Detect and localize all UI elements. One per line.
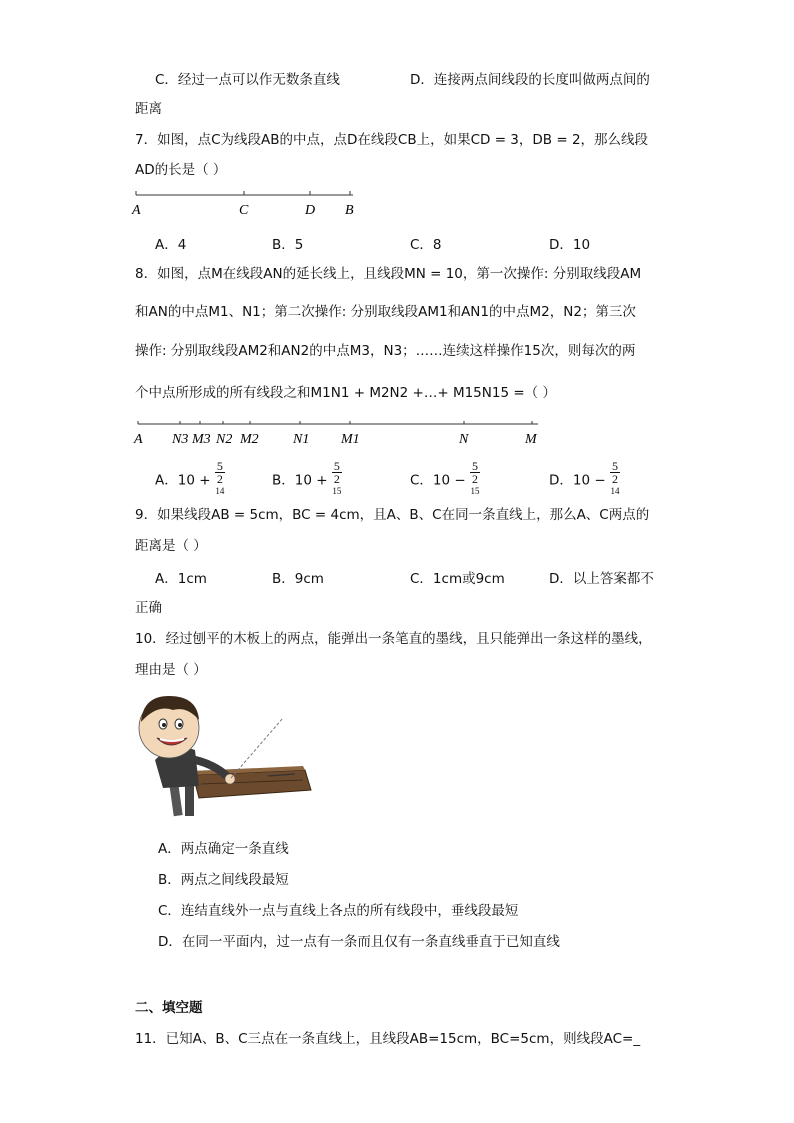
q9-stem-line1: 9．如果线段AB = 5cm，BC = 4cm，且A、B、C在同一条直线上，那么A、C两点的 — [135, 507, 650, 523]
q7-stem-line1: 7．如图，点C为线段AB的中点，点D在线段CB上，如果CD = 3，DB = 2，那么线段 — [135, 132, 649, 148]
q8-label-n1: N1 — [293, 432, 310, 447]
q7-label-a: A — [132, 203, 141, 218]
q9-stem-line2: 距离是（ ） — [135, 538, 207, 554]
q7-label-c: C — [239, 203, 249, 218]
q9-option-c: C．1cm或9cm — [410, 571, 505, 587]
q7-label-d: D — [305, 203, 316, 218]
q8-stem-line1: 8．如图，点M在线段AN的延长线上，且线段MN = 10，第一次操作: 分别取线段AM — [135, 266, 642, 282]
q6-option-c: C．经过一点可以作无数条直线 — [155, 72, 340, 88]
q10-option-c: C．连结直线外一点与直线上各点的所有线段中，垂线段最短 — [158, 903, 519, 919]
q7-label-b: B — [345, 203, 354, 218]
q10-stem-line2: 理由是（ ） — [135, 662, 207, 678]
q6-option-d: D．连接两点间线段的长度叫做两点间的 — [410, 72, 650, 88]
q6-option-d-cont: 距离 — [135, 101, 162, 117]
q8-label-n3: N3 — [172, 432, 189, 447]
q9-option-d-cont: 正确 — [135, 600, 162, 616]
section-title: 二、填空题 — [135, 1000, 203, 1016]
q7-stem-line2: AD的长是（ ） — [135, 162, 227, 178]
q8-label-m1: M1 — [341, 432, 360, 447]
q7-option-d: D．10 — [549, 237, 591, 253]
q7-figure — [128, 188, 368, 220]
q8-label-m: M — [525, 432, 537, 447]
q8-label-n: N — [459, 432, 469, 447]
q7-option-c: C．8 — [410, 237, 442, 253]
q8-stem-line3: 操作: 分别取线段AM2和AN2的中点M3，N3；……连续这样操作15次，则每次的两 — [135, 343, 636, 359]
q8-stem-line4: 个中点所形成的所有线段之和M1N1 + M2N2 +…+ M15N15 =（ ） — [135, 385, 556, 401]
q8-figure — [128, 418, 548, 448]
q8-label-m2: M2 — [240, 432, 259, 447]
q9-option-d: D．以上答案都不 — [549, 571, 654, 587]
q10-stem-line1: 10．经过刨平的木板上的两点，能弹出一条笔直的墨线，且只能弹出一条这样的墨线， — [135, 631, 652, 647]
boy-with-plank-illustration — [133, 690, 313, 820]
q9-option-b: B．9cm — [272, 571, 324, 587]
q7-option-b: B．5 — [272, 237, 304, 253]
q8-option-c: C．10 − 5 2 $^{15}$ — [410, 459, 480, 496]
q8-option-a: A．10 + 5 2 $^{14}$ — [155, 459, 225, 496]
q10-option-b: B．两点之间线段最短 — [158, 872, 289, 888]
q7-option-a: A．4 — [155, 237, 187, 253]
q11-stem-line1: 11．已知A、B、C三点在一条直线上，且线段AB=15cm，BC=5cm，则线段AC=_ — [135, 1031, 641, 1047]
q8-label-m3: M3 — [192, 432, 211, 447]
q8-label-n2: N2 — [216, 432, 233, 447]
q8-stem-line2: 和AN的中点M1、N1；第二次操作: 分别取线段AM1和AN1的中点M2，N2；第三次 — [135, 304, 636, 320]
q10-option-a: A．两点确定一条直线 — [158, 841, 289, 857]
q8-label-a: A — [134, 432, 143, 447]
q10-option-d: D．在同一平面内，过一点有一条而且仅有一条直线垂直于已知直线 — [158, 934, 560, 950]
q8-option-d: D．10 − 5 2 $^{14}$ — [549, 459, 620, 496]
q8-option-b: B．10 + 5 2 $^{15}$ — [272, 459, 342, 496]
q9-option-a: A．1cm — [155, 571, 207, 587]
